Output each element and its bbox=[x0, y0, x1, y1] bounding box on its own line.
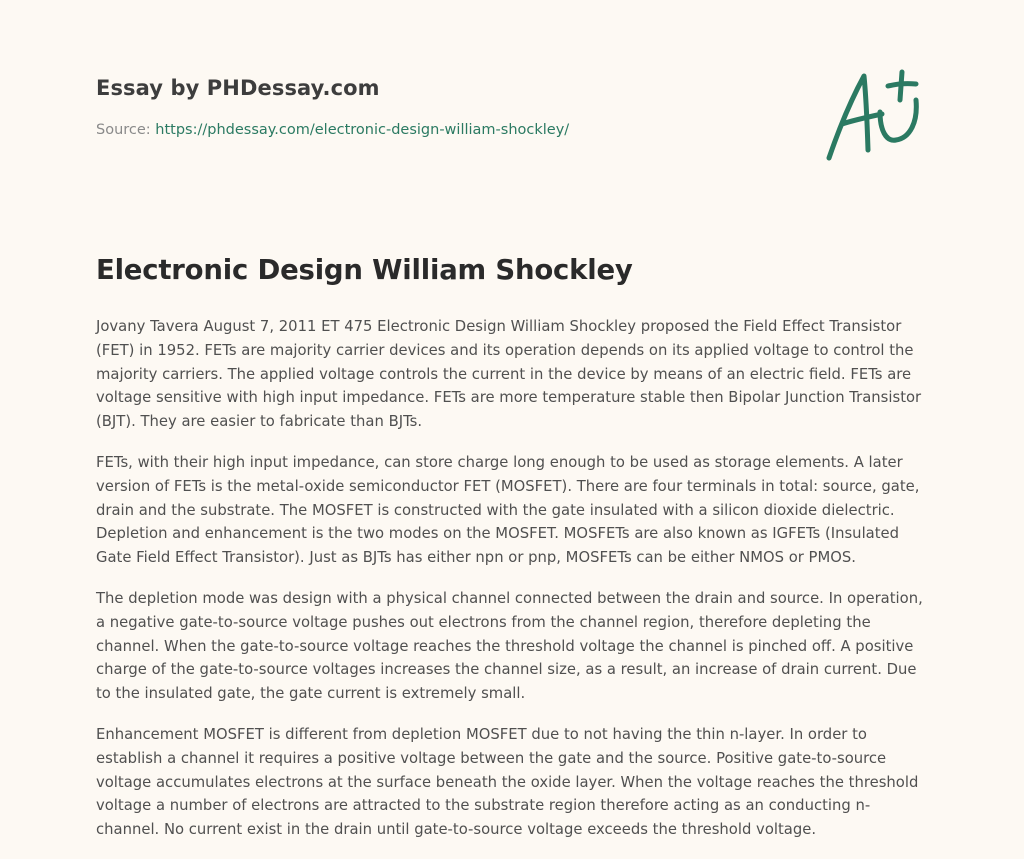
article-title: Electronic Design William Shockley bbox=[96, 254, 633, 286]
article-body bbox=[96, 315, 932, 859]
page-header bbox=[96, 76, 716, 138]
article-paragraph: Jovany Tavera August 7, 2011 ET 475 Electronic Design William Shockley proposed the Field Effect Transistor (FET) in 1952. FETs are majority carrier devices and its operation depends on its applied voltage to control the majority carriers. The applied voltage controls the current in the device by means of an electric field. FETs are voltage sensitive with high input impedance. FETs are more temperature stable then Bipolar Junction Transistor (BJT). They are easier to fabricate than BJTs. bbox=[96, 318, 922, 431]
source-link[interactable]: https://phdessay.com/electronic-design-william-shockley/ bbox=[155, 122, 570, 138]
article-paragraph: The depletion mode was design with a physical channel connected between the drain and source. In operation, a negative gate-to-source voltage pushes out electrons from the channel region, therefore depleting the channel. When the gate-to-source voltage reaches the threshold voltage the channel is pinched off. A positive charge of the gate-to-source voltages increases the channel size, as a result, an increase of drain current. Due to the insulated gate, the gate current is extremely small. bbox=[96, 589, 923, 703]
site-brand: Essay by PHDessay.com bbox=[96, 76, 380, 100]
article-paragraph: Enhancement MOSFET is different from depletion MOSFET due to not having the thin n-layer. In order to establish a channel it requires a positive voltage between the gate and the source. Positive gate-to-source voltage accumulates electrons at the surface beneath the oxide layer. When the voltage reaches the threshold voltage a number of electrons are attracted to the substrate region therefore acting as an conducting n-channel. No current exist in the drain until gate-to-source voltage exceeds the threshold voltage. bbox=[96, 725, 919, 839]
source-line bbox=[96, 122, 716, 138]
source-label: Source: bbox=[96, 122, 156, 138]
a-plus-logo-icon bbox=[820, 66, 930, 166]
article-paragraph: FETs, with their high input impedance, can store charge long enough to be used as storage elements. A later version of FETs is the metal-oxide semiconductor FET (MOSFET). There are four terminals in total: source, gate, drain and the substrate. The MOSFET is constructed with the gate insulated with a silicon dioxide dielectric. Depletion and enhancement is the two modes on the MOSFET. MOSFETs are also known as IGFETs (Insulated Gate Field Effect Transistor). Just as BJTs has either npn or pnp, MOSFETs can be either NMOS or PMOS. bbox=[96, 453, 920, 567]
